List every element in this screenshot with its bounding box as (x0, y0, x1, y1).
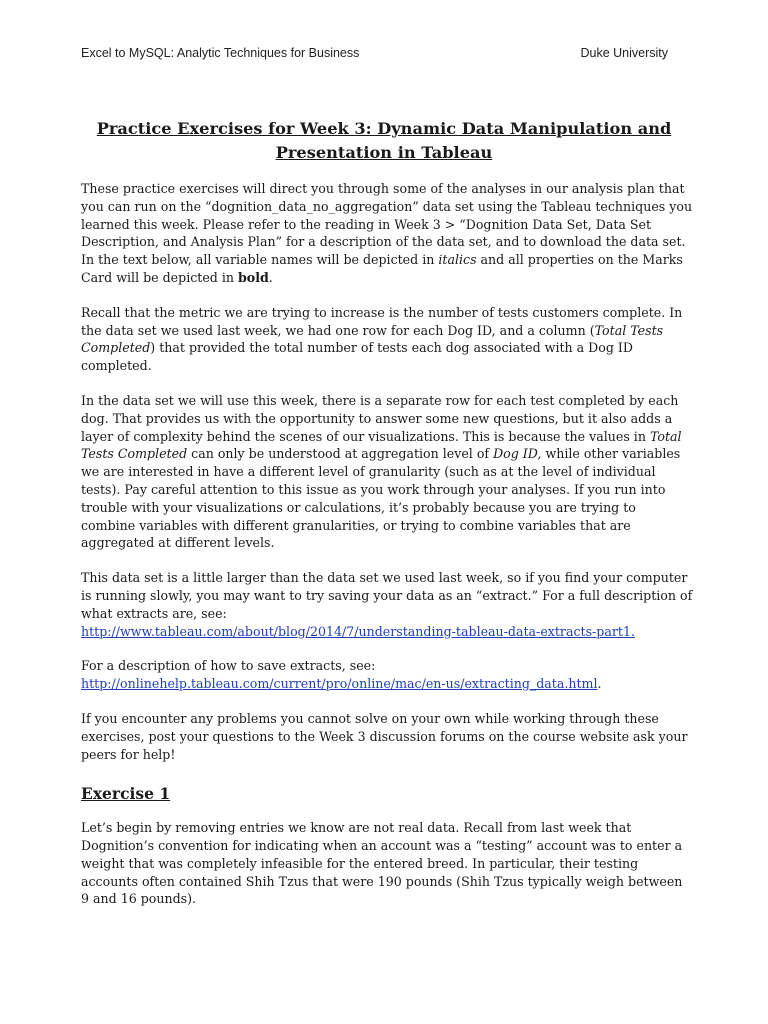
extract-text: This data set is a little larger than the data set we used last week, so if you find your computer is running slowly, you may want to try saving your data as an “extract.” For a full description of what extracts are, see: (81, 570, 693, 621)
metric-paragraph (81, 304, 693, 375)
bold-example: bold (238, 269, 269, 285)
variable-total-tests: Total Tests Completed (81, 428, 682, 462)
exercise-heading-text: Exercise 1 (81, 784, 171, 804)
italics-example: italics (438, 252, 477, 268)
extract-paragraph (81, 569, 693, 640)
granularity-text-3: while other variables we are interested in have a different level of granularity (such as at the level of individual tests). Pay careful attention to this issue as you work through your analyses. If you run into trouble with your visualizations or calculations, it’s probably because you are trying to combine variables with different granularities, or trying to combine variables that are aggregated at different levels. (81, 446, 681, 551)
save-extract-paragraph (81, 657, 693, 693)
intro-text-3: . (268, 269, 273, 285)
extracts-link[interactable]: http://www.tableau.com/about/blog/2014/7/understanding-tableau-data-extracts-part1. (81, 623, 635, 639)
intro-text: These practice exercises will direct you through some of the analyses in our analysis plan that you can run on the “dognition_data_no_aggregation” data set using the Tableau techniques you learned this week. Please refer to the reading in Week 3 > “Dognition Data Set, Data Set Description, and Analysis Plan” for a description of the data set, and to download the data set. In the text below, all variable names will be depicted in (81, 181, 693, 268)
metric-text-2: ) that provided the total number of tests each dog associated with a Dog ID completed. (81, 340, 633, 374)
help-paragraph: If you encounter any problems you cannot solve on your own while working through these exercises, post your questions to the Week 3 discussion forums on the course website ask your peers for help! (81, 710, 688, 762)
document-body (81, 180, 693, 925)
metric-text: Recall that the metric we are trying to increase is the number of tests customers complete. In the data set we used last week, we had one row for each Dog ID, and a column ( (81, 304, 683, 338)
page-title (81, 117, 687, 165)
granularity-paragraph (81, 392, 693, 552)
variable-total-tests: Total Tests Completed (81, 322, 664, 356)
save-extract-text: For a description of how to save extracts, see: (81, 658, 376, 674)
save-extracts-link[interactable]: http://onlinehelp.tableau.com/current/pro/online/mac/en-us/extracting_data.html (81, 676, 598, 692)
title-line-2: Presentation in Tableau (275, 143, 493, 162)
exercise-paragraph: Let’s begin by removing entries we know are not real data. Recall from last week that Dognition’s convention for indicating when an account was a “testing” account was to enter a weight that was completely infeasible for the entered breed. In particular, their testing accounts often contained Shih Tzus that were 190 pounds (Shih Tzus typically weigh between 9 and 16 pounds). (81, 820, 683, 907)
granularity-text: In the data set we will use this week, there is a separate row for each test completed by each dog. That provides us with the opportunity to answer some new questions, but it also adds a layer of complexity behind the scenes of our visualizations. This is because the values in (81, 392, 679, 444)
variable-dog-id: Dog ID, (493, 446, 542, 462)
intro-text-2: and all properties on the Marks Card will be depicted in (81, 252, 683, 285)
intro-paragraph (81, 180, 693, 287)
save-extract-period: . (597, 676, 602, 692)
title-line-1: Practice Exercises for Week 3: Dynamic Data Manipulation and (96, 119, 672, 138)
header-course-title: Excel to MySQL: Analytic Techniques for Business (81, 46, 360, 60)
granularity-text-2: can only be understood at aggregation level of (187, 446, 494, 462)
exercise-heading (81, 785, 693, 803)
header-university: Duke University (580, 46, 668, 60)
